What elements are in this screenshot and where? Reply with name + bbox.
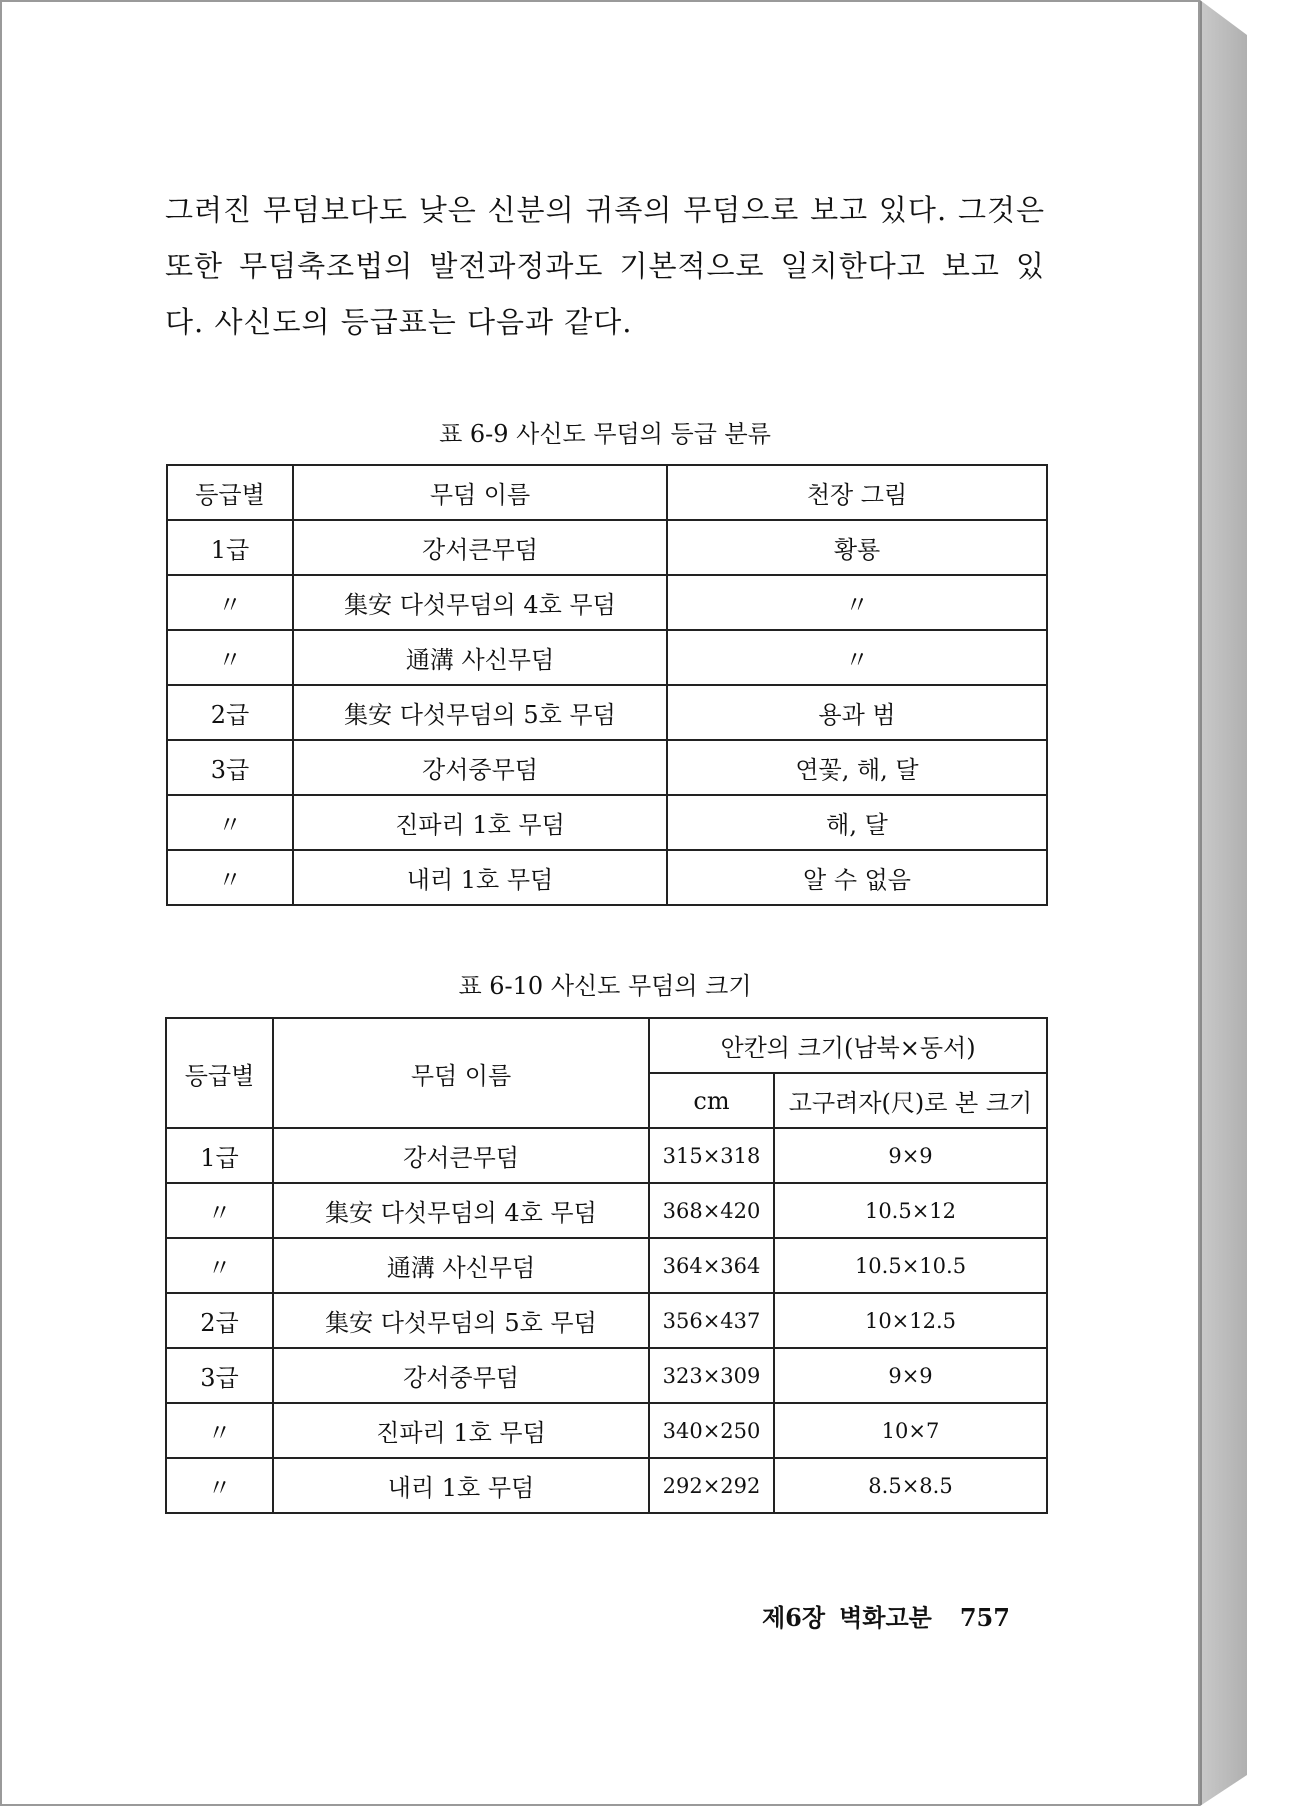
cell-ceiling-painting: 알 수 없음 [667, 850, 1047, 905]
cell-grade: 〃 [166, 1183, 273, 1238]
cell-size-chi: 8.5×8.5 [774, 1458, 1047, 1513]
cell-size-chi: 10×12.5 [774, 1293, 1047, 1348]
cell-ceiling-painting: 〃 [667, 630, 1047, 685]
table-header-row [166, 1018, 1047, 1073]
header-tomb-name: 무덤 이름 [293, 465, 667, 520]
cell-grade: 〃 [167, 575, 293, 630]
table-row [166, 1238, 1047, 1293]
cell-grade: 1급 [167, 520, 293, 575]
chapter-number: 제6장 [762, 1603, 826, 1632]
cell-size-chi: 10.5×12 [774, 1183, 1047, 1238]
table-row [167, 575, 1047, 630]
cell-tomb-name: 강서큰무덤 [273, 1128, 649, 1183]
cell-grade: 〃 [166, 1403, 273, 1458]
cell-tomb-name: 강서중무덤 [293, 740, 667, 795]
table-row [167, 740, 1047, 795]
grade-classification-table [166, 464, 1048, 906]
cell-ceiling-painting: 〃 [667, 575, 1047, 630]
cell-tomb-name: 강서큰무덤 [293, 520, 667, 575]
cell-tomb-name: 내리 1호 무덤 [273, 1458, 649, 1513]
header-chamber-size: 안칸의 크기(남북×동서) [649, 1018, 1047, 1073]
cell-size-cm: 340×250 [649, 1403, 774, 1458]
cell-size-cm: 368×420 [649, 1183, 774, 1238]
chapter-title: 벽화고분 [839, 1603, 932, 1632]
cell-grade: 2급 [166, 1293, 273, 1348]
cell-tomb-name: 강서중무덤 [273, 1348, 649, 1403]
table2-caption: 표 6-10 사신도 무덤의 크기 [458, 972, 752, 1000]
header-grade: 등급별 [167, 465, 293, 520]
cell-grade: 3급 [166, 1348, 273, 1403]
table-header-row [167, 465, 1047, 520]
cell-tomb-name: 내리 1호 무덤 [293, 850, 667, 905]
cell-tomb-name: 集安 다섯무덤의 4호 무덤 [273, 1183, 649, 1238]
book-spine [1200, 0, 1247, 1806]
cell-tomb-name: 진파리 1호 무덤 [293, 795, 667, 850]
cell-ceiling-painting: 황룡 [667, 520, 1047, 575]
table1-caption: 표 6-9 사신도 무덤의 등급 분류 [439, 420, 771, 448]
table-row [167, 520, 1047, 575]
header-grade: 등급별 [166, 1018, 273, 1128]
cell-grade: 〃 [166, 1458, 273, 1513]
page-footer [762, 1598, 1024, 1633]
cell-grade: 2급 [167, 685, 293, 740]
body-paragraph: 그려진 무덤보다도 낮은 신분의 귀족의 무덤으로 보고 있다. 그것은 또한 무덤축조법의 발전과정과도 기본적으로 일치한다고 보고 있다. 사신도의 등급표는 다음과 같다. [165, 193, 1045, 339]
table-row [166, 1183, 1047, 1238]
cell-grade: 〃 [167, 630, 293, 685]
cell-size-cm: 364×364 [649, 1238, 774, 1293]
header-cm: cm [649, 1073, 774, 1128]
cell-grade: 1급 [166, 1128, 273, 1183]
table-row [166, 1348, 1047, 1403]
cell-grade: 3급 [167, 740, 293, 795]
table-row [166, 1128, 1047, 1183]
cell-ceiling-painting: 용과 범 [667, 685, 1047, 740]
cell-tomb-name: 集安 다섯무덤의 5호 무덤 [273, 1293, 649, 1348]
cell-tomb-name: 集安 다섯무덤의 4호 무덤 [293, 575, 667, 630]
table-row [167, 795, 1047, 850]
cell-grade: 〃 [166, 1238, 273, 1293]
cell-size-cm: 292×292 [649, 1458, 774, 1513]
header-tomb-name: 무덤 이름 [273, 1018, 649, 1128]
cell-size-chi: 9×9 [774, 1128, 1047, 1183]
cell-size-chi: 10.5×10.5 [774, 1238, 1047, 1293]
cell-size-chi: 10×7 [774, 1403, 1047, 1458]
cell-tomb-name: 集安 다섯무덤의 5호 무덤 [293, 685, 667, 740]
cell-tomb-name: 通溝 사신무덤 [273, 1238, 649, 1293]
cell-size-cm: 323×309 [649, 1348, 774, 1403]
table-row [166, 1403, 1047, 1458]
cell-tomb-name: 진파리 1호 무덤 [273, 1403, 649, 1458]
page-number: 757 [959, 1603, 1010, 1632]
table-row [167, 850, 1047, 905]
cell-grade: 〃 [167, 850, 293, 905]
cell-ceiling-painting: 연꽃, 해, 달 [667, 740, 1047, 795]
table-row [166, 1458, 1047, 1513]
cell-tomb-name: 通溝 사신무덤 [293, 630, 667, 685]
table-row [167, 630, 1047, 685]
header-goguryeo-chi: 고구려자(尺)로 본 크기 [774, 1073, 1047, 1128]
cell-grade: 〃 [167, 795, 293, 850]
cell-size-cm: 356×437 [649, 1293, 774, 1348]
cell-size-cm: 315×318 [649, 1128, 774, 1183]
table-row [167, 685, 1047, 740]
tomb-size-table [165, 1017, 1048, 1514]
cell-ceiling-painting: 해, 달 [667, 795, 1047, 850]
cell-size-chi: 9×9 [774, 1348, 1047, 1403]
header-ceiling-painting: 천장 그림 [667, 465, 1047, 520]
table-row [166, 1293, 1047, 1348]
